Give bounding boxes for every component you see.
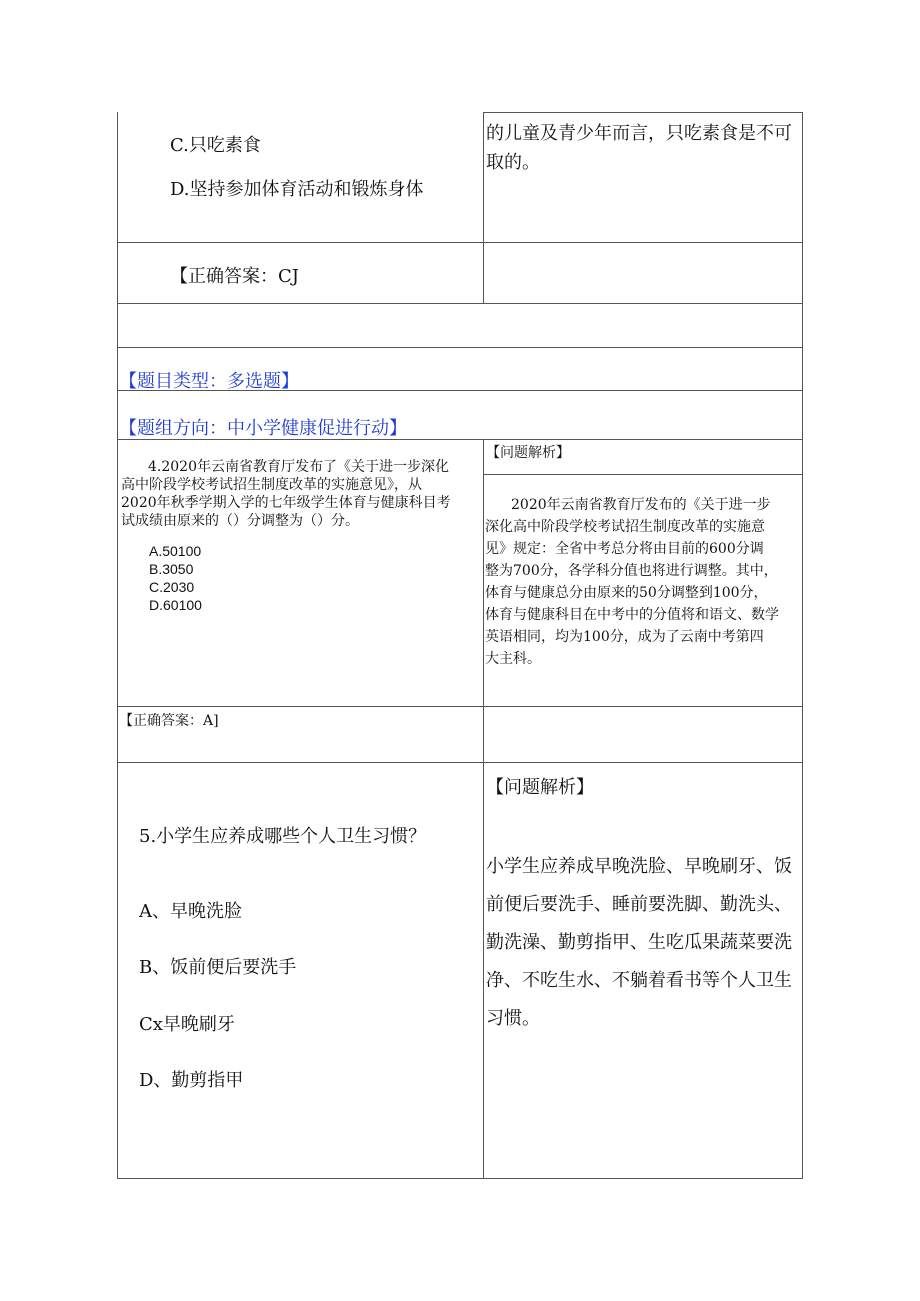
q5-option-c: Cx早晚刷牙 [139, 1014, 235, 1035]
rule-row-6 [117, 706, 803, 707]
q3-correct-answer: 【正确答案：CJ [170, 266, 299, 287]
q5-stem: 5.小学生应养成哪些个人卫生习惯？ [139, 826, 427, 847]
q4-correct-answer: 【正确答案：A] [119, 713, 219, 729]
q3-option-d: D.坚持参加体育活动和锻炼身体 [170, 179, 424, 200]
q3-option-c: C.只吃素食 [170, 135, 261, 156]
q5-option-a: A、早晚洗脸 [139, 901, 242, 922]
q4-explanation: 2020年云南省教育厅发布的《关于进一步 深化高中阶段学校考试招生制度改革的实施意 见》规定：全省中考总分将由目前的600分调 整为700分，各学科分值也将进行调整。其中， 体育与健康总分由原来的50分调整到100分， 体育与健康科目在中考中的分值将和语文、数学 英语相同，均为100分，成为了云南中考第四 大主科。 [485, 497, 779, 667]
rule-left [117, 112, 118, 1179]
rule-mid-a [483, 112, 484, 304]
q4-explanation-header: 【问题解析】 [486, 445, 570, 461]
rule-top-right [483, 112, 803, 113]
rule-row-2 [117, 303, 803, 304]
q4-option-d: D.60100 [149, 597, 202, 613]
question-group-label: 【题组方向：中小学健康促进行动】 [119, 418, 407, 439]
q3-explanation: 的儿童及青少年而言，只吃素食是不可 取的。 [486, 123, 792, 173]
q5-explanation-header: 【问题解析】 [486, 777, 594, 798]
q4-option-b: B.3050 [149, 561, 194, 577]
question-type-label: 【题目类型：多选题】 [119, 371, 299, 392]
q5-explanation: 小学生应养成早晚洗脸、早晚刷牙、饭 前便后要洗手、睡前要洗脚、勤洗头、 勤洗澡、勤剪指甲、生吃瓜果蔬菜要洗 净、不吃生水、不躺着看书等个人卫生 习惯。 [486, 856, 792, 1029]
rule-row-7 [117, 762, 803, 763]
rule-mid-b [483, 439, 484, 1179]
rule-bottom [117, 1178, 803, 1179]
q4-stem: 4.2020年云南省教育厅发布了《关于进一步深化 高中阶段学校考试招生制度改革的实施意见》，从 2020年秋季学期入学的七年级学生体育与健康科目考 试成绩由原来的（）分调整为（）分。 [121, 459, 451, 529]
q4-option-a: A.50100 [149, 543, 202, 559]
q5-option-b: B、饭前便后要洗手 [139, 957, 297, 978]
q4-option-c: C.2030 [149, 579, 195, 595]
rule-row-1 [117, 242, 803, 243]
rule-row-3 [117, 347, 803, 348]
rule-right [802, 112, 803, 1179]
q5-option-d: D、勤剪指甲 [139, 1070, 244, 1091]
rule-row-5b [483, 474, 803, 475]
